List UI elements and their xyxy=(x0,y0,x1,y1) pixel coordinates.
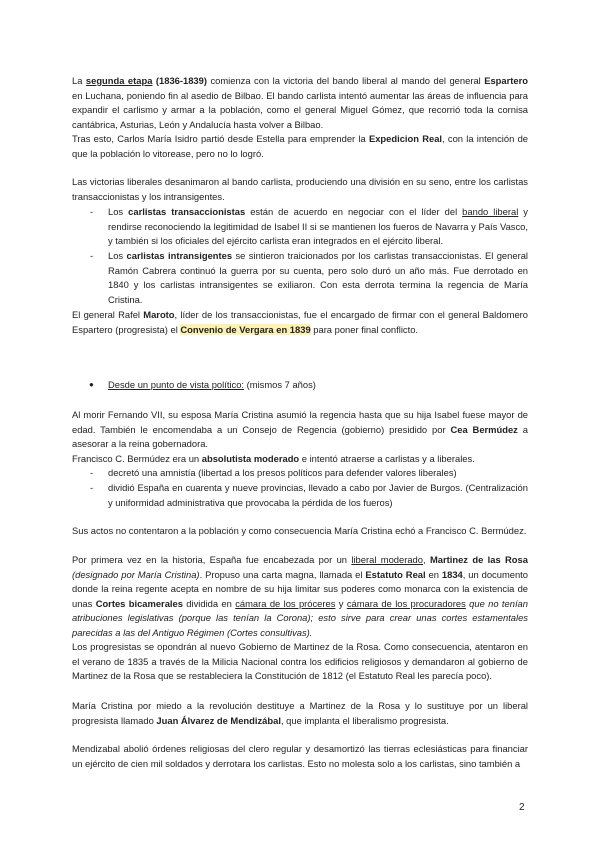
paragraph-division-carlista: Las victorias liberales desanimaron al bando carlista, produciendo una división en su seno, entre los carlistas transaccionistas y los intransigentes. xyxy=(72,176,528,202)
paragraph-convenio-vergara: El general Rafel Maroto, líder de los transaccionistas, fue el encargado de firmar con el general Baldomero Espartero (progresista) el Convenio de Vergara en 1839 para poner final conflicto. xyxy=(72,309,529,335)
list-item-provincias: - dividió España en cuarenta y nueve provincias, llevado a cabo por Javier de Burgos. (Centralización y uniformidad administrativa que provocaba la pérdida de los fueros) xyxy=(90,482,528,508)
paragraph-desamortizacion: Mendizabal abolió órdenes religiosas del clero regular y desamortizó las tierras eclesiásticas para financiar un ejército de cien mil soldados y derrotara los carlistas. Esto no molesta solo a los carlistas, sino también a xyxy=(72,743,528,769)
list-item-amnistia: - decretó una amnistía (libertad a los presos políticos para defender valores liberales) xyxy=(90,467,457,478)
paragraph-segunda-etapa: La segunda etapa (1836-1839) comienza con la victoria del bando liberal al mando del general Espartero en Luchana, poniendo fin al asedio de Bilbao. El bando carlista intentó aumentar las áreas de influencia para expandir el carlismo y armar a la población, como el general Miguel Gómez, que recorrió toda la cornisa cantábrica, Asturias, León y Andalucía hasta volver a Bilbao. xyxy=(72,75,528,130)
paragraph-progresistas: Los progresistas se opondrán al nuevo Gobierno de Martinez de la Rosa. Como consecuencia, atentaron en el verano de 1835 a través de la Milicia Nacional contra los edificios religiosos y demandaron al gobierno de Martinez de la Rosa que se restableciera la Constitución de 1812 (el Estatuto Real les parecía poco). xyxy=(72,641,528,682)
page-number: 2 xyxy=(519,802,525,813)
section-bullet-politico: ● Desde un punto de vista político: (mismos 7 años) xyxy=(108,378,528,393)
list-item-transaccionistas: - Los carlistas transaccionistas están de acuerdo en negociar con el líder del bando liberal y rendirse reconociendo la legitimidad de Isabel II si se mantienen los fueros de Navarra y País Vasco, y también si los oficiales del ejército carlista eran integrados en el ejército liberal. xyxy=(90,206,528,247)
bullet-icon: ● xyxy=(89,380,94,389)
paragraph-expedicion-real: Tras esto, Carlos María Isidro partió desde Estella para emprender la Expedicion Real, con la intención de que la población lo vitorease, pero no lo logró. xyxy=(72,133,528,159)
paragraph-bermudez: Francisco C. Bermúdez era un absolutista moderado e intentó atraerse a carlistas y a liberales. xyxy=(72,453,475,464)
paragraph-regencia: Al morir Fernando VII, su esposa María Cristina asumió la regencia hasta que su hija Isabel fuese mayor de edad. También le encomendaba a un Consejo de Regencia (gobierno) presidido por Cea Bermúdez a asesorar a la reina gobernadora. xyxy=(72,409,528,450)
paragraph-actos: Sus actos no contentaron a la población y como consecuencia María Cristina echó a Francisco C. Bermúdez. xyxy=(72,525,527,536)
paragraph-estatuto-real: Por primera vez en la historia, España fue encabezada por un liberal moderado, Martinez de las Rosa (designado por María Cristina). Propuso una carta magna, llamada el Estatuto Real en 1834, un documento donde la reina regente acepta en nombre de su hija limitar sus poderes como monarca con la existencia de unas Cortes bicamerales dividida en cámara de los próceres y cámara de los procuradores que no tenían atribuciones legislativas (porque las tenían la Corona); esto sirve para crear unas cortes estamentales parecidas a las del Antiguo Régimen (Cortes consultivas). xyxy=(72,554,529,638)
list-item-intransigentes: - Los carlistas intransigentes se sintieron traicionados por los carlistas transaccionistas. El general Ramón Cabrera continuó la guerra por su cuenta, pero solo duró un año más. Fue derrotado en 1840 y los carlistas intransigentes se exiliaron. Con esta derrota termina la regencia de María Cristina. xyxy=(90,250,528,305)
paragraph-mendizabal: María Cristina por miedo a la revolución destituye a Martinez de la Rosa y lo sustituye por un liberal progresista llamado Juan Álvarez de Mendizábal, que implanta el liberalismo progresista. xyxy=(72,700,528,726)
